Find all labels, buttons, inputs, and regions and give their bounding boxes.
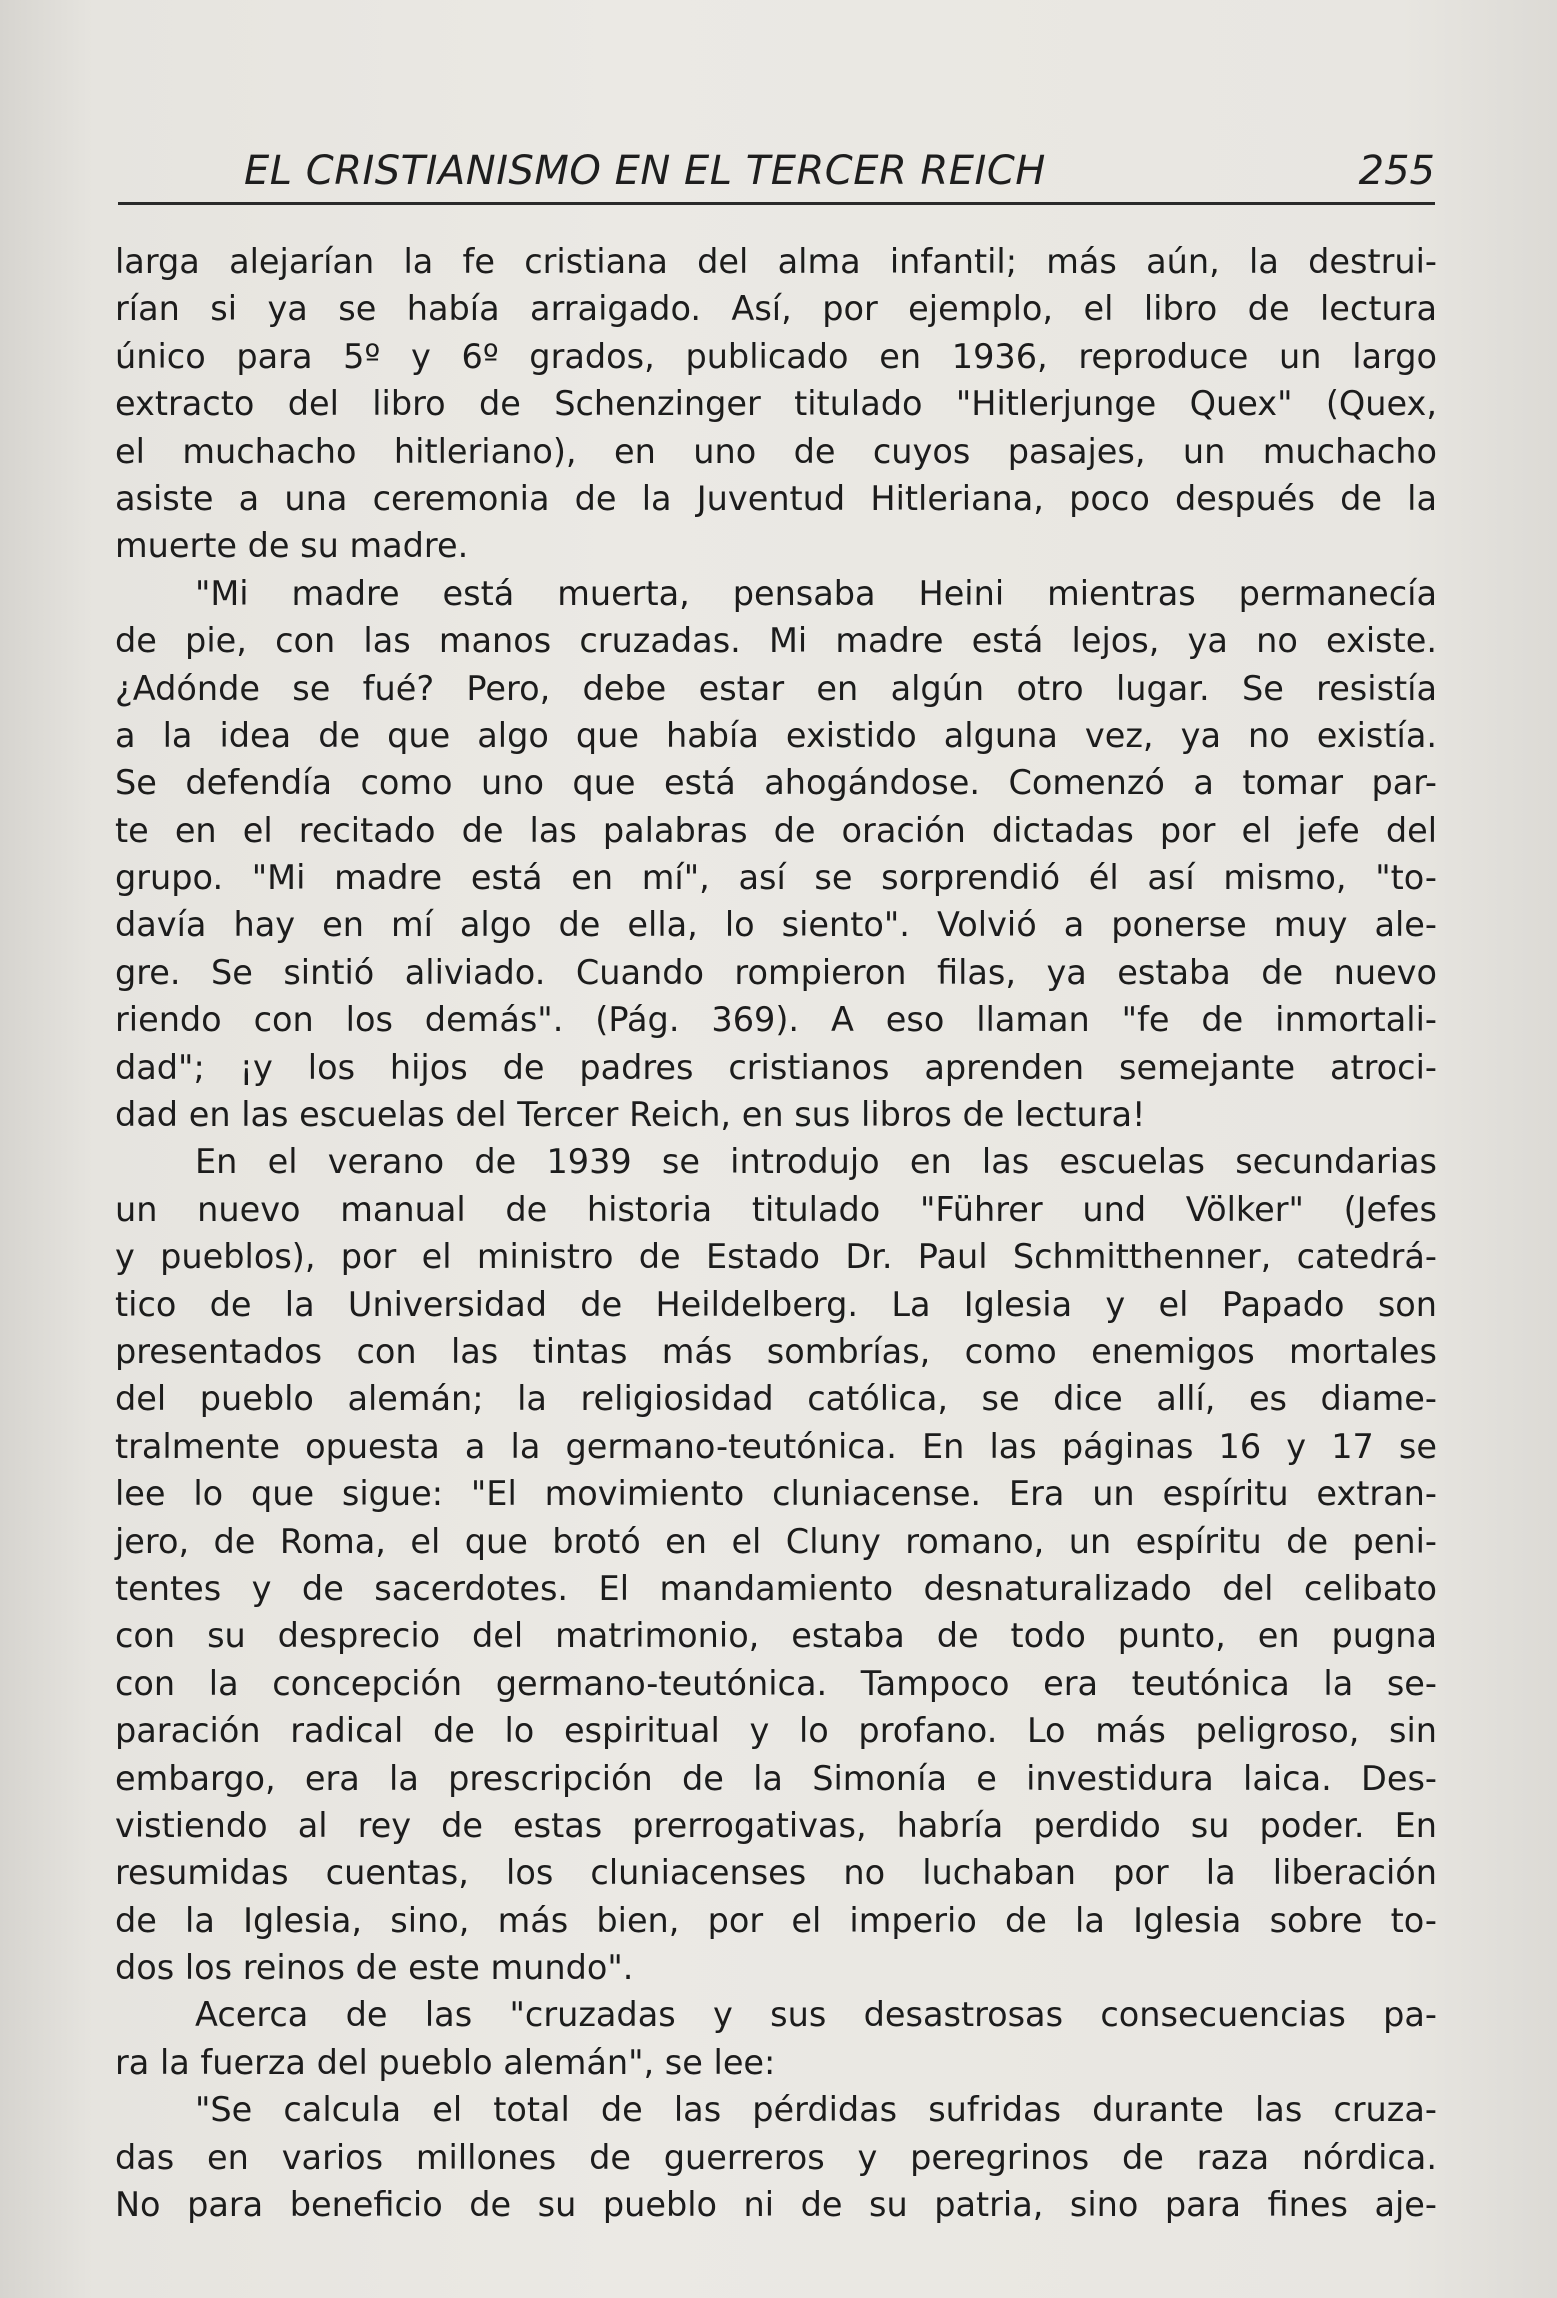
text-line: "Se calcula el total de las pérdidas sufridas durante las cruza- xyxy=(195,2090,1437,2130)
text-line: muerte de su madre. xyxy=(115,526,469,566)
page-number: 255 xyxy=(1358,148,1435,194)
text-line: "Mi madre está muerta, pensaba Heini mientras permanecía xyxy=(195,573,1437,613)
text-line: En el verano de 1939 se introdujo en las escuelas secundarias xyxy=(195,1142,1437,1182)
text-line: embargo, era la prescripción de la Simonía e investidura laica. Des- xyxy=(115,1758,1437,1798)
text-line: de pie, con las manos cruzadas. Mi madre está lejos, ya no existe. xyxy=(115,621,1437,661)
text-line: tentes y de sacerdotes. El mandamiento desnaturalizado del celibato xyxy=(115,1568,1437,1608)
text-line: vistiendo al rey de estas prerrogativas, habría perdido su poder. En xyxy=(115,1805,1437,1845)
text-line: presentados con las tintas más sombrías, como enemigos mortales xyxy=(115,1331,1437,1371)
text-line: lee lo que sigue: "El movimiento cluniacense. Era un espíritu extran- xyxy=(115,1474,1437,1514)
text-line: ra la fuerza del pueblo alemán", se lee: xyxy=(115,2042,776,2082)
text-line: dos los reinos de este mundo". xyxy=(115,1948,634,1988)
text-line: de la Iglesia, sino, más bien, por el imperio de la Iglesia sobre to- xyxy=(115,1900,1437,1940)
text-line: das en varios millones de guerreros y peregrinos de raza nórdica. xyxy=(115,2137,1437,2177)
text-line: el muchacho hitleriano), en uno de cuyos pasajes, un muchacho xyxy=(115,431,1437,471)
text-line: rían si ya se había arraigado. Así, por ejemplo, el libro de lectura xyxy=(115,289,1437,329)
text-line: único para 5º y 6º grados, publicado en 1936, reproduce un largo xyxy=(115,336,1437,376)
text-line: larga alejarían la fe cristiana del alma infantil; más aún, la destrui- xyxy=(115,242,1437,281)
page-header xyxy=(120,140,1435,200)
text-line: tralmente opuesta a la germano-teutónica. En las páginas 16 y 17 se xyxy=(115,1426,1437,1466)
text-line: con la concepción germano-teutónica. Tampoco era teutónica la se- xyxy=(115,1663,1437,1703)
text-line: tico de la Universidad de Heildelberg. La Iglesia y el Papado son xyxy=(115,1284,1437,1324)
text-line: y pueblos), por el ministro de Estado Dr. Paul Schmitthenner, catedrá- xyxy=(115,1237,1437,1277)
running-title: EL CRISTIANISMO EN EL TERCER REICH xyxy=(244,148,1046,194)
text-line: jero, de Roma, el que brotó en el Cluny romano, un espíritu de peni- xyxy=(115,1521,1437,1561)
text-line: Se defendía como uno que está ahogándose. Comenzó a tomar par- xyxy=(115,763,1437,803)
text-line: extracto del libro de Schenzinger titulado "Hitlerjunge Quex" (Quex, xyxy=(115,384,1437,424)
text-line: Acerca de las "cruzadas y sus desastrosas consecuencias pa- xyxy=(195,1995,1437,2035)
text-line: con su desprecio del matrimonio, estaba de todo punto, en pugna xyxy=(115,1616,1437,1656)
text-line: resumidas cuentas, los cluniacenses no luchaban por la liberación xyxy=(115,1853,1437,1893)
text-line: ¿Adónde se fué? Pero, debe estar en algún otro lugar. Se resistía xyxy=(115,668,1437,708)
header-rule xyxy=(118,202,1435,205)
text-line: dad"; ¡y los hijos de padres cristianos aprenden semejante atroci- xyxy=(115,1047,1437,1087)
text-line: grupo. "Mi madre está en mí", así se sorprendió él así mismo, "to- xyxy=(115,858,1437,898)
text-line: dad en las escuelas del Tercer Reich, en sus libros de lectura! xyxy=(115,1095,1146,1135)
text-line: riendo con los demás". (Pág. 369). A eso llaman "fe de inmortali- xyxy=(115,1000,1437,1040)
text-line: del pueblo alemán; la religiosidad católica, se dice allí, es diame- xyxy=(115,1379,1437,1419)
text-line: No para beneficio de su pueblo ni de su patria, sino para fines aje- xyxy=(115,2185,1437,2225)
text-line: un nuevo manual de historia titulado "Führer und Völker" (Jefes xyxy=(115,1189,1437,1229)
text-line: paración radical de lo espiritual y lo profano. Lo más peligroso, sin xyxy=(115,1711,1437,1751)
text-line: gre. Se sintió aliviado. Cuando rompieron filas, ya estaba de nuevo xyxy=(115,952,1437,992)
text-line: a la idea de que algo que había existido alguna vez, ya no existía. xyxy=(115,715,1437,755)
text-line: asiste a una ceremonia de la Juventud Hitleriana, poco después de la xyxy=(115,478,1437,518)
body-text xyxy=(115,238,1437,2228)
text-line: te en el recitado de las palabras de oración dictadas por el jefe del xyxy=(115,810,1437,850)
text-line: davía hay en mí algo de ella, lo siento". Volvió a ponerse muy ale- xyxy=(115,905,1437,945)
